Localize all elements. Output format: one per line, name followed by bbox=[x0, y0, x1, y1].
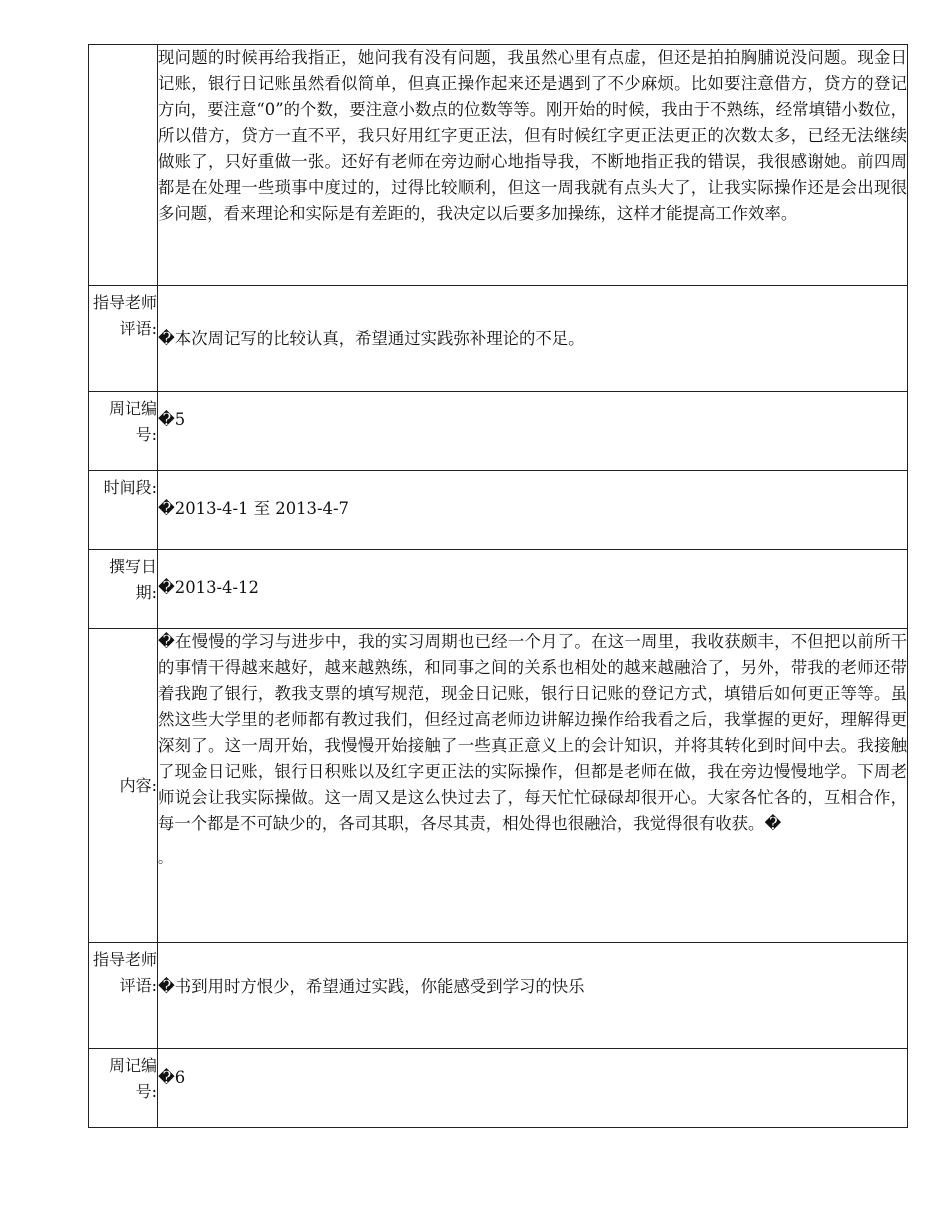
journal-row-number-6 bbox=[89, 1049, 908, 1128]
writing-date-value: �2013-4-12 bbox=[158, 550, 908, 629]
row-label-empty bbox=[89, 45, 158, 286]
teacher-comment-label: 指导老师评语: bbox=[89, 286, 158, 392]
journal-row-time-period bbox=[89, 471, 908, 550]
journal-row-number-5 bbox=[89, 392, 908, 471]
journal-number-label-2: 周记编号: bbox=[89, 1049, 158, 1128]
journal-row-writing-date bbox=[89, 550, 908, 629]
teacher-comment-label-2: 指导老师评语: bbox=[89, 943, 158, 1049]
time-period-label: 时间段: bbox=[89, 471, 158, 550]
journal-row-teacher-comment-1 bbox=[89, 286, 908, 392]
journal-number-label: 周记编号: bbox=[89, 392, 158, 471]
teacher-comment-text: �本次周记写的比较认真，希望通过实践弥补理论的不足。 bbox=[158, 286, 908, 392]
journal-row-content bbox=[89, 629, 908, 943]
journal-number-value: �5 bbox=[158, 392, 908, 471]
journal-row-continued-content bbox=[89, 45, 908, 286]
weekly-journal-table bbox=[88, 44, 908, 1128]
content-body-text: �在慢慢的学习与进步中，我的实习周期也已经一个月了。在这一周里，我收获颇丰，不但把以前所干的事情干得越来越好，越来越熟练，和同事之间的关系也相处的越来越融洽了，另外，带我的老师还带着我跑了银行，教我支票的填写规范，现金日记账，银行日记账的登记方式，填错后如何更正等等。虽然这些大学里的老师都有教过我们，但经过高老师边讲解边操作给我看之后，我掌握的更好，理解得更深刻了。这一周开始，我慢慢开始接触了一些真正意义上的会计知识，并将其转化到时间中去。我接触了现金日记账，银行日积账以及红字更正法的实际操作，但都是老师在做，我在旁边慢慢地学。下周老师说会让我实际操做。这一周又是这么快过去了，每天忙忙碌碌却很开心。大家各忙各的，互相合作，每一个都是不可缺少的，各司其职，各尽其责，相处得也很融洽，我觉得很有收获。� bbox=[158, 632, 907, 833]
journal-number-value-2: �6 bbox=[158, 1049, 908, 1128]
content-label: 内容: bbox=[89, 629, 158, 943]
time-period-value: �2013-4-1 至 2013-4-7 bbox=[158, 471, 908, 550]
teacher-comment-text-2: �书到用时方恨少，希望通过实践，你能感受到学习的快乐 bbox=[158, 943, 908, 1049]
content-trailing-mark: 。 bbox=[158, 851, 172, 867]
continued-content-text: 现问题的时候再给我指正，她问我有没有问题，我虽然心里有点虚，但还是拍拍胸脯说没问题。现金日记账，银行日记账虽然看似简单，但真正操作起来还是遇到了不少麻烦。比如要注意借方，贷方的登记方向，要注意“0”的个数，要注意小数点的位数等等。刚开始的时候，我由于不熟练，经常填错小数位，所以借方，贷方一直不平，我只好用红字更正法，但有时候红字更正法更正的次数太多，已经无法继续做账了，只好重做一张。还好有老师在旁边耐心地指导我，不断地指正我的错误，我很感谢她。前四周都是在处理一些琐事中度过的，过得比较顺利，但这一周我就有点头大了，让我实际操作还是会出现很多问题，看来理论和实际是有差距的，我决定以后要多加操练，这样才能提高工作效率。 bbox=[158, 45, 908, 286]
journal-row-teacher-comment-2 bbox=[89, 943, 908, 1049]
content-cell bbox=[158, 629, 908, 943]
writing-date-label: 撰写日期: bbox=[89, 550, 158, 629]
